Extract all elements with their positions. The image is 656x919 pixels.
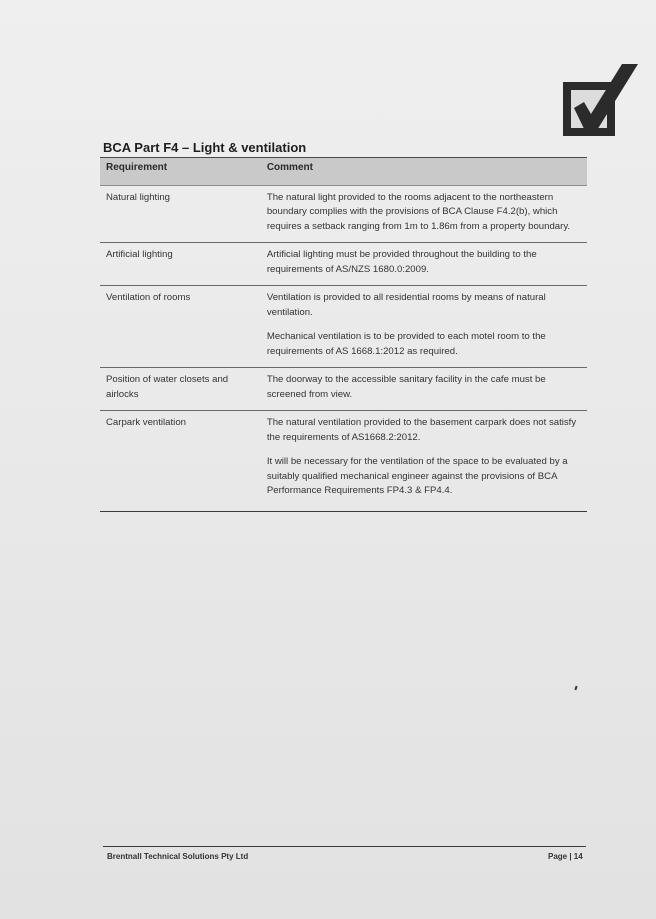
requirements-table (100, 157, 587, 512)
header-requirement: Requirement (100, 158, 261, 186)
table-row (100, 411, 587, 512)
requirement-cell: Natural lighting (100, 185, 261, 243)
section-title: BCA Part F4 – Light & ventilation (103, 140, 307, 155)
requirement-cell: Ventilation of rooms (100, 286, 261, 368)
table-row (100, 286, 587, 368)
table-row (100, 243, 587, 286)
checkbox-tick-icon (560, 58, 644, 142)
footer-page-number: Page | 14 (548, 852, 583, 861)
comment-paragraph: Mechanical ventilation is to be provided to each motel room to the requirements of AS 1668.1:2012 as required. (266, 331, 546, 357)
comment-cell (261, 185, 587, 243)
comment-paragraph: The natural light provided to the rooms adjacent to the northeastern boundary complies with the provisions of BCA Clause F4.2(b), which requires a setback ranging from 1m to 1.86m from a property boundary. (266, 191, 571, 232)
table-row (100, 368, 587, 411)
scan-speck (574, 686, 577, 690)
comment-cell (261, 411, 587, 512)
comment-paragraph: Ventilation is provided to all residential rooms by means of natural ventilation. (266, 292, 546, 318)
footer-company: Brentnall Technical Solutions Pty Ltd (107, 852, 249, 861)
comment-paragraph: The natural ventilation provided to the basement carpark does not satisfy the requirements of AS1668.2:2012. (266, 417, 577, 443)
comment-paragraph: The doorway to the accessible sanitary facility in the cafe must be screened from view. (266, 374, 546, 400)
requirement-cell: Artificial lighting (100, 243, 261, 286)
footer-rule (103, 846, 586, 847)
comment-cell (261, 243, 587, 286)
requirement-cell: Position of water closets and airlocks (100, 368, 261, 411)
comment-paragraph: It will be necessary for the ventilation of the space to be evaluated by a suitably qualified mechanical engineer against the provisions of BCA Performance Requirements FP4.3 & FP4.4. (266, 456, 568, 496)
comment-cell (261, 286, 587, 368)
comment-cell (261, 368, 587, 411)
header-comment: Comment (261, 158, 587, 186)
requirement-cell: Carpark ventilation (100, 411, 261, 512)
table-row (100, 185, 587, 243)
comment-paragraph: Artificial lighting must be provided throughout the building to the requirements of AS/NZS 1680.0:2009. (266, 249, 537, 275)
table-header-row (100, 158, 587, 186)
